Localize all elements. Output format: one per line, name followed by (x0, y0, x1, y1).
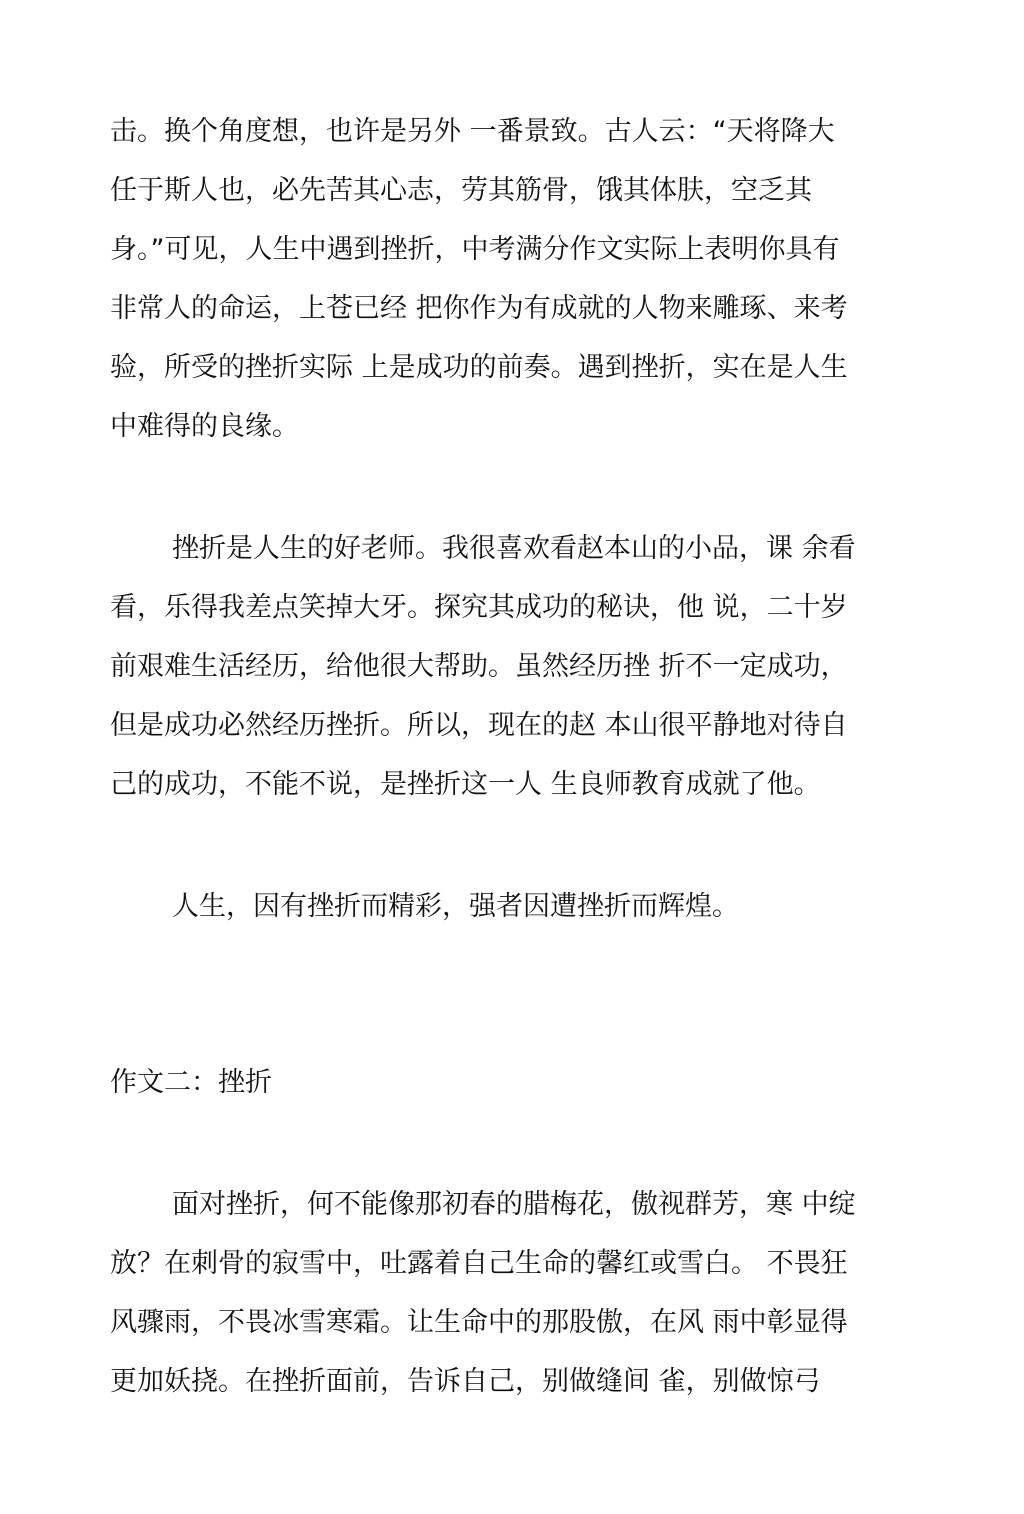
text-line: 挫折是人生的好老师。我很喜欢看赵本山的小品，课 余看 (172, 533, 856, 564)
section-heading: 作文二：挫折 (110, 1067, 272, 1098)
text-line: 击。换个角度想，也许是另外 一番景致。古人云：“天将降大 (110, 116, 835, 147)
text-line: 风骤雨，不畏冰雪寒霜。让生命中的那股傲，在风 雨中彰显得 (110, 1307, 848, 1338)
text-line: 前艰难生活经历，给他很大帮助。虽然经历挫 折不一定成功， (110, 651, 848, 682)
text-line: 己的成功，不能不说，是挫折这一人 生良师教育成就了他。 (110, 769, 821, 800)
text-line: 放？在刺骨的寂雪中，吐露着自己生命的馨红或雪白。 不畏狂 (110, 1248, 848, 1279)
text-line: 任于斯人也，必先苦其心志，劳其筋骨，饿其体肤，空乏其 (110, 175, 812, 206)
text-line: 验，所受的挫折实际 上是成功的前奏。遇到挫折，实在是人生 (110, 352, 848, 383)
text-line: 中难得的良缘。 (110, 411, 299, 442)
text-line: 人生，因有挫折而精彩，强者因遭挫折而辉煌。 (172, 891, 739, 922)
text-line: 身。”可见，人生中遇到挫折，中考满分作文实际上表明你具有 (110, 234, 840, 265)
text-line: 面对挫折，何不能像那初春的腊梅花，傲视群芳，寒 中绽 (172, 1189, 856, 1220)
text-line: 非常人的命运，上苍已经 把你作为有成就的人物来雕琢、来考 (110, 293, 848, 324)
text-line: 更加妖挠。在挫折面前，告诉自己，别做缝间 雀，别做惊弓 (110, 1366, 821, 1397)
text-line: 看，乐得我差点笑掉大牙。探究其成功的秘诀，他 说，二十岁 (110, 592, 848, 623)
text-line: 但是成功必然经历挫折。所以，现在的赵 本山很平静地对待自 (110, 710, 848, 741)
